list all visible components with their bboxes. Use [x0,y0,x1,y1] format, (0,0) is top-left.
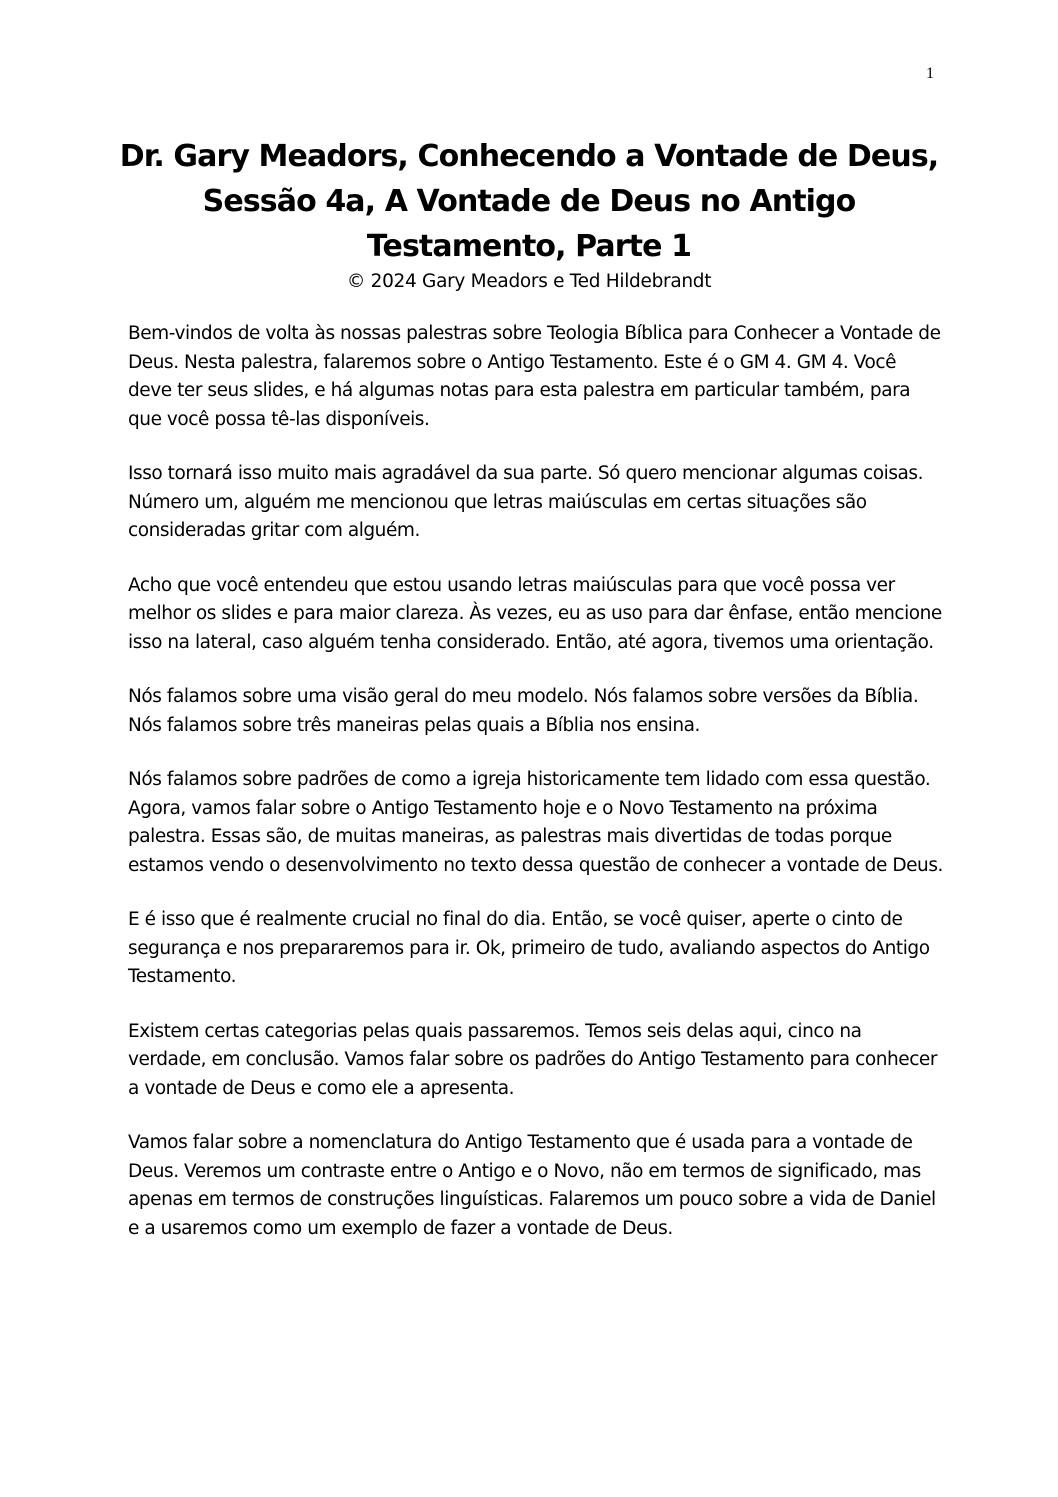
paragraph: Nós falamos sobre padrões de como a igreja historicamente tem lidado com essa questão. Agora, vamos falar sobre o Antigo Testamento hoje e o Novo Testamento na próxima palestra. Essas são, de muitas maneiras, as palestras mais divertidas de todas porque estamos vendo o desenvolvimento no texto dessa questão de conhecer a vontade de Deus. [128,769,943,876]
paragraph: Bem-vindos de volta às nossas palestras sobre Teologia Bíblica para Conhecer a Vontade de Deus. Nesta palestra, falaremos sobre o Antigo Testamento. Este é o GM 4. GM 4. Você deve ter seus slides, e há algumas notas para esta palestra em particular também, para que você possa tê-las disponíveis. [128,323,941,430]
paragraph: Isso tornará isso muito mais agradável da sua parte. Só quero mencionar algumas coisas. Número um, alguém me mencionou que letras maiúsculas em certas situações são consideradas gritar com alguém. [128,463,924,541]
paragraph: E é isso que é realmente crucial no final do dia. Então, se você quiser, aperte o cinto de segurança e nos prepararemos para ir. Ok, primeiro de tudo, avaliando aspectos do Antigo Testamento. [128,909,930,987]
title-line: Dr. Gary Meadors, Conhecendo a Vontade de Deus, [119,139,939,174]
paragraph: Nós falamos sobre uma visão geral do meu modelo. Nós falamos sobre versões da Bíblia. Nós falamos sobre três maneiras pelas quais a Bíblia nos ensina. [128,686,919,736]
paragraph: Existem certas categorias pelas quais passaremos. Temos seis delas aqui, cinco na verdade, em conclusão. Vamos falar sobre os padrões do Antigo Testamento para conhecer a vontade de Deus e como ele a apresenta. [128,1020,938,1099]
title-line: Sessão 4a, A Vontade de Deus no Antigo [202,184,856,219]
document-header [110,134,948,295]
page-number: 1 [926,65,934,82]
document-body [128,320,943,1269]
paragraph: Acho que você entendeu que estou usando letras maiúsculas para que você possa ver melhor os slides e para maior clareza. Às vezes, eu as uso para dar ênfase, então mencione isso na lateral, caso alguém tenha considerado. Então, até agora, tivemos uma orientação. [128,574,942,653]
document-title [110,134,948,269]
paragraph: Vamos falar sobre a nomenclatura do Antigo Testamento que é usada para a vontade de Deus. Veremos um contraste entre o Antigo e o Novo, não em termos de significado, mas apenas em termos de construções linguísticas. Falaremos um pouco sobre a vida de Daniel e a usaremos como um exemplo de fazer a vontade de Deus. [128,1132,936,1239]
title-line: Testamento, Parte 1 [366,229,692,264]
copyright-notice: © 2024 Gary Meadors e Ted Hildebrandt [346,271,712,292]
